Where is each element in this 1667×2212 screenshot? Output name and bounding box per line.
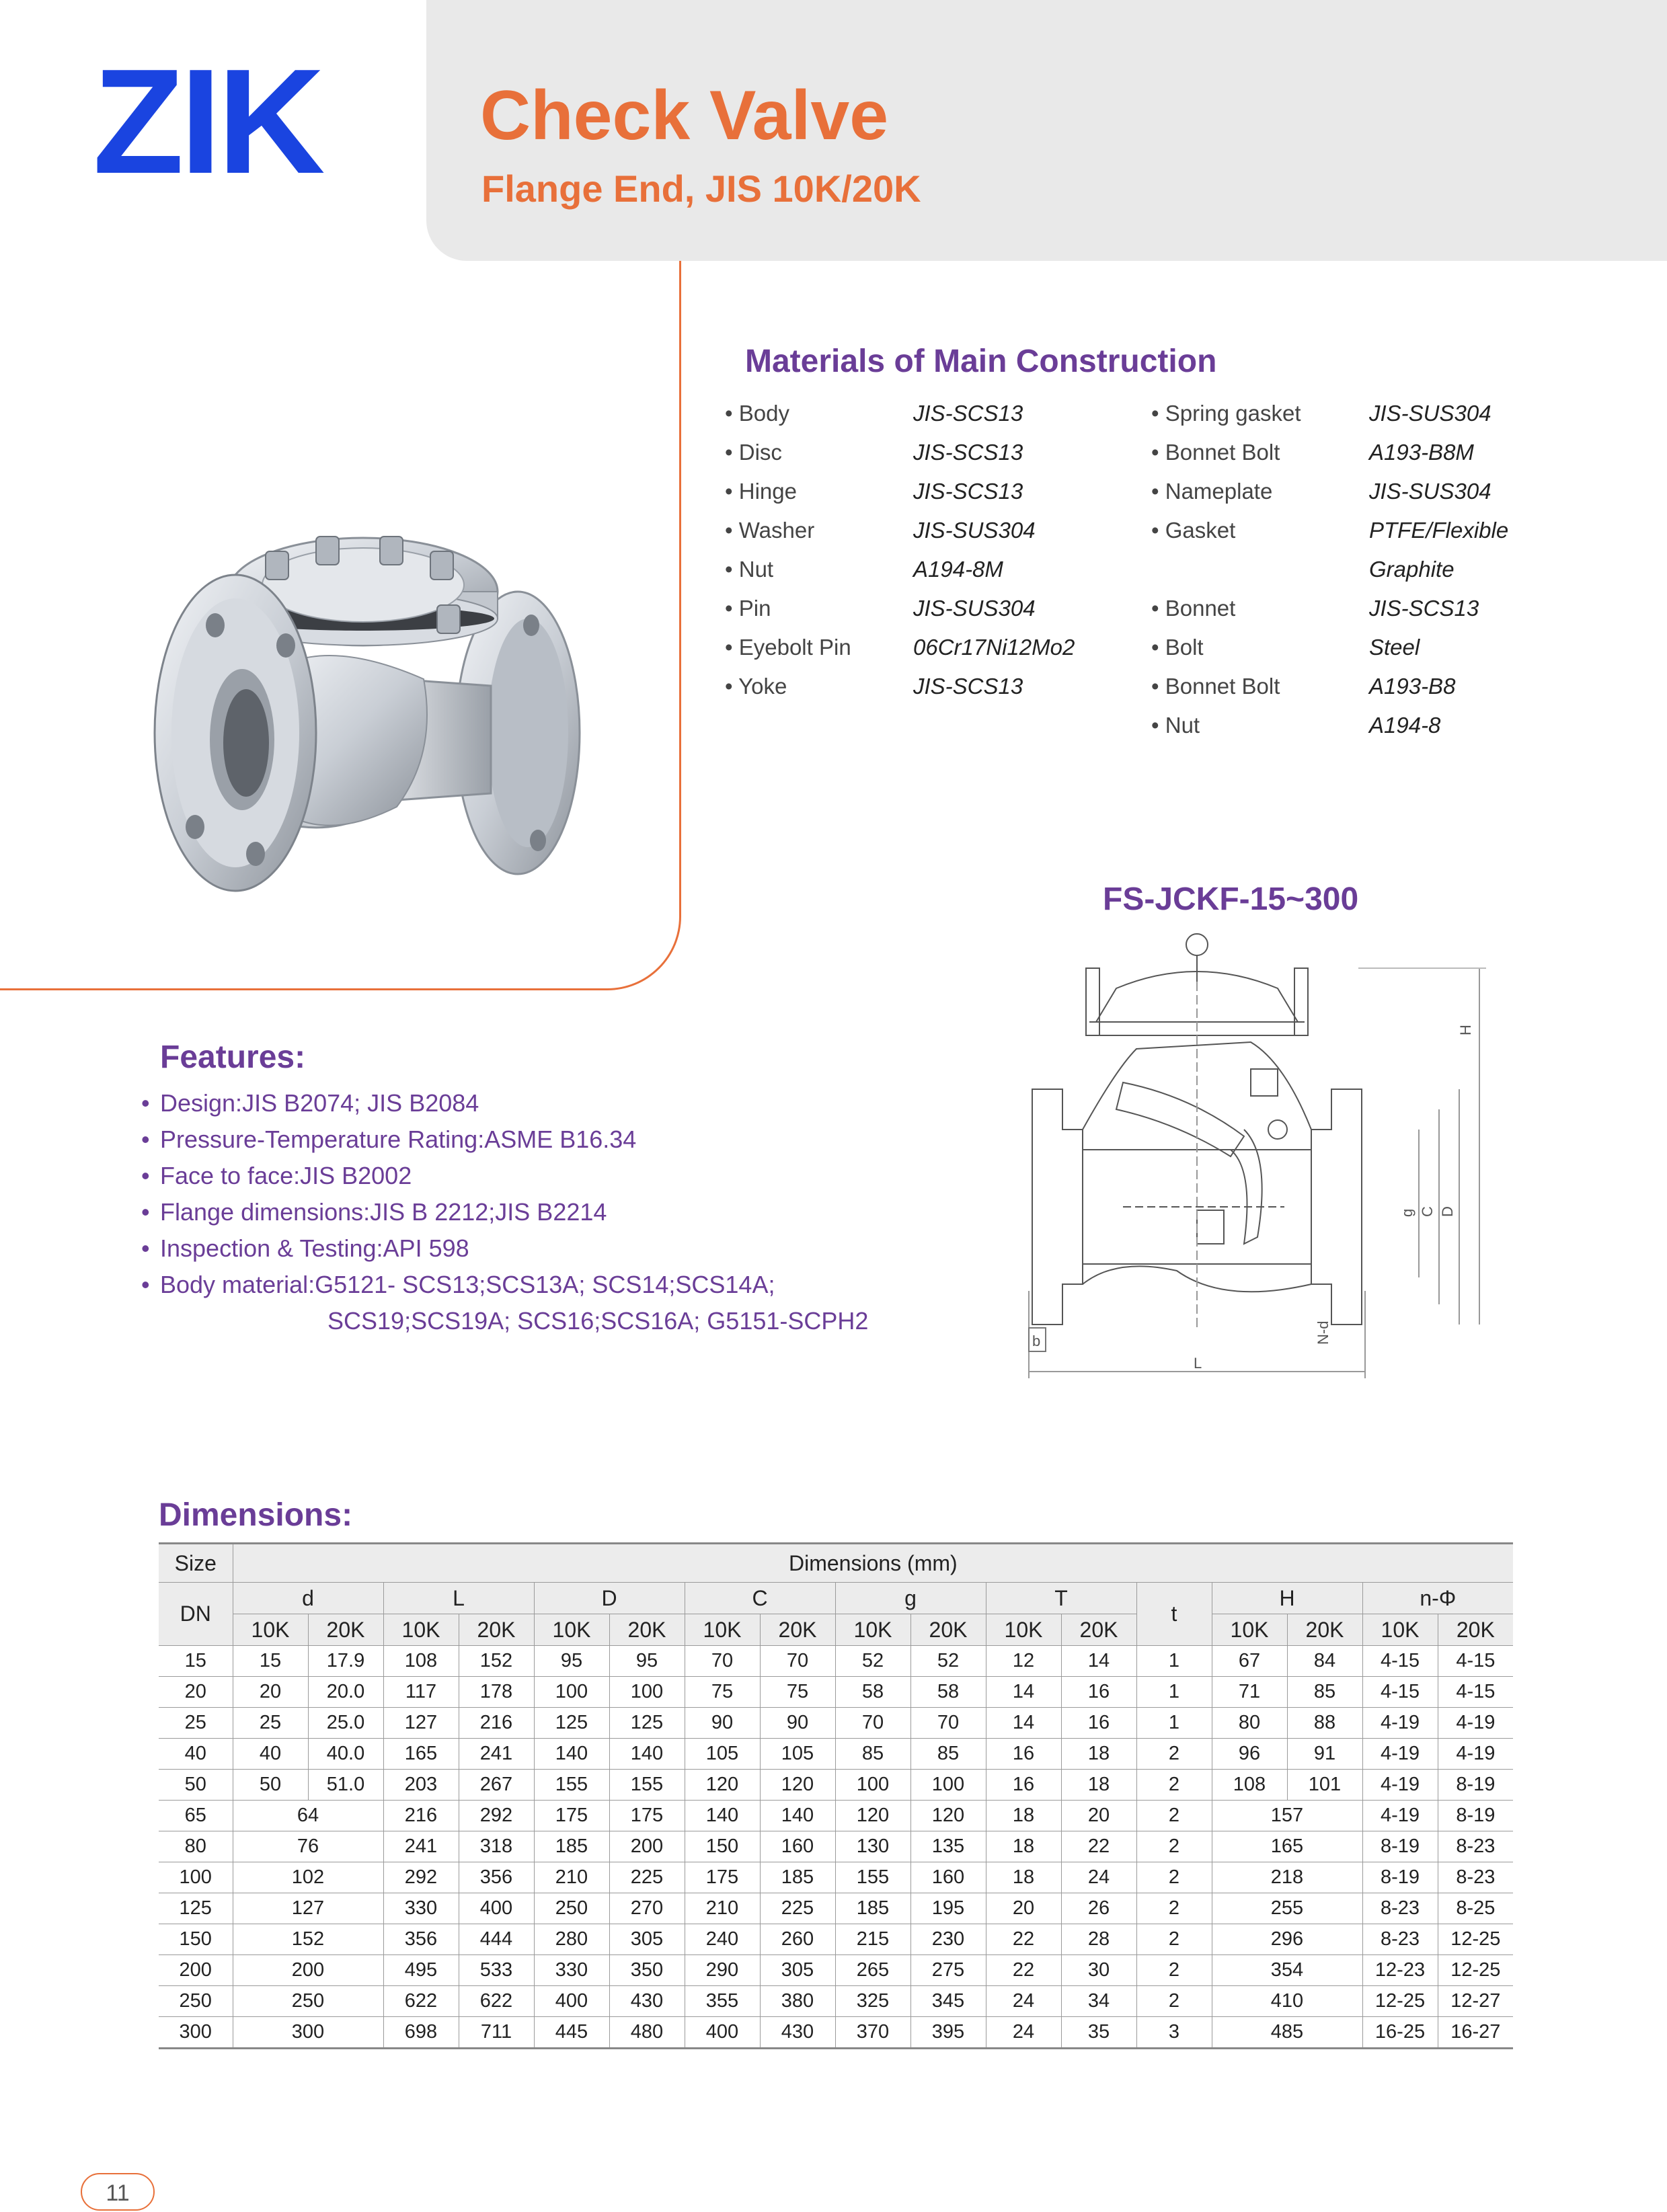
pressure-class-header: 10K [233, 1614, 308, 1646]
table-cell: 108 [383, 1646, 459, 1677]
table-cell: 250 [159, 1986, 233, 2017]
table-cell: 120 [685, 1770, 760, 1801]
table-cell: 3 [1136, 2017, 1212, 2049]
table-cell: 290 [685, 1955, 760, 1986]
table-cell: 52 [835, 1646, 910, 1677]
table-cell: 318 [459, 1831, 534, 1862]
table-cell: 120 [760, 1770, 835, 1801]
table-cell: 18 [986, 1862, 1061, 1893]
table-cell: 400 [534, 1986, 609, 2017]
table-cell: 410 [1212, 1986, 1362, 2017]
table-cell: 75 [685, 1677, 760, 1708]
table-cell: 400 [685, 2017, 760, 2049]
pressure-class-header: 20K [1061, 1614, 1136, 1646]
table-cell: 140 [760, 1801, 835, 1831]
table-cell: 292 [383, 1862, 459, 1893]
table-cell: 25 [233, 1708, 308, 1739]
table-cell: 2 [1136, 1801, 1212, 1831]
col-group-header: n-Φ [1362, 1583, 1513, 1614]
table-cell: 1 [1136, 1708, 1212, 1739]
table-cell: 400 [459, 1893, 534, 1924]
table-cell: 58 [910, 1677, 986, 1708]
table-cell: 2 [1136, 1831, 1212, 1862]
col-group-header: t [1136, 1583, 1212, 1646]
table-cell: 165 [1212, 1831, 1362, 1862]
table-cell: 1 [1136, 1646, 1212, 1677]
table-cell: 12-27 [1438, 1986, 1513, 2017]
valve-section-drawing [1022, 928, 1493, 1385]
table-cell: 70 [835, 1708, 910, 1739]
table-cell: 20 [986, 1893, 1061, 1924]
table-cell: 100 [609, 1677, 685, 1708]
col-group-header: D [534, 1583, 685, 1614]
table-cell: 160 [760, 1831, 835, 1862]
table-cell: 16 [1061, 1677, 1136, 1708]
table-cell: 80 [1212, 1708, 1287, 1739]
table-cell: 8-23 [1438, 1862, 1513, 1893]
table-cell: 85 [1287, 1677, 1362, 1708]
features-heading: Features: [160, 1039, 306, 1075]
table-cell: 20 [159, 1677, 233, 1708]
col-group-header: H [1212, 1583, 1362, 1614]
table-cell: 480 [609, 2017, 685, 2049]
table-cell: 67 [1212, 1646, 1287, 1677]
table-cell: 292 [459, 1801, 534, 1831]
table-cell: 16 [986, 1739, 1061, 1770]
table-cell: 185 [835, 1893, 910, 1924]
table-cell: 175 [534, 1801, 609, 1831]
table-cell: 267 [459, 1770, 534, 1801]
pressure-class-header: 10K [534, 1614, 609, 1646]
table-cell: 4-19 [1362, 1770, 1438, 1801]
table-cell: 355 [685, 1986, 760, 2017]
table-cell: 34 [1061, 1986, 1136, 2017]
table-cell: 8-19 [1362, 1862, 1438, 1893]
table-cell: 40.0 [308, 1739, 383, 1770]
table-cell: 14 [986, 1677, 1061, 1708]
table-cell: 102 [233, 1862, 383, 1893]
table-cell: 2 [1136, 1986, 1212, 2017]
col-group-header: d [233, 1583, 383, 1614]
table-cell: 70 [685, 1646, 760, 1677]
table-cell: 95 [609, 1646, 685, 1677]
table-cell: 240 [685, 1924, 760, 1955]
table-cell: 120 [835, 1801, 910, 1831]
table-cell: 2 [1136, 1862, 1212, 1893]
table-cell: 2 [1136, 1955, 1212, 1986]
table-cell: 88 [1287, 1708, 1362, 1739]
table-cell: 200 [609, 1831, 685, 1862]
table-row [159, 1924, 1513, 1955]
table-cell: 70 [760, 1646, 835, 1677]
table-cell: 265 [835, 1955, 910, 1986]
table-cell: 40 [233, 1739, 308, 1770]
table-cell: 64 [233, 1801, 383, 1831]
size-header: Size [159, 1544, 233, 1583]
table-cell: 12 [986, 1646, 1061, 1677]
table-cell: 18 [1061, 1770, 1136, 1801]
page-number: 11 [81, 2173, 155, 2211]
table-cell: 18 [986, 1831, 1061, 1862]
pressure-class-header: 10K [383, 1614, 459, 1646]
table-cell: 125 [609, 1708, 685, 1739]
table-cell: 91 [1287, 1739, 1362, 1770]
valve-photo [141, 511, 585, 914]
table-cell: 255 [1212, 1893, 1362, 1924]
table-cell: 395 [910, 2017, 986, 2049]
table-cell: 4-15 [1362, 1646, 1438, 1677]
col-group-header: g [835, 1583, 986, 1614]
pressure-class-header: 20K [760, 1614, 835, 1646]
label-L: L [1194, 1355, 1202, 1372]
table-cell: 71 [1212, 1677, 1287, 1708]
table-cell: 4-19 [1362, 1708, 1438, 1739]
table-cell: 140 [685, 1801, 760, 1831]
table-cell: 90 [685, 1708, 760, 1739]
table-cell: 130 [835, 1831, 910, 1862]
table-cell: 58 [835, 1677, 910, 1708]
table-cell: 8-23 [1362, 1924, 1438, 1955]
table-cell: 16-27 [1438, 2017, 1513, 2049]
table-cell: 125 [534, 1708, 609, 1739]
table-cell: 100 [534, 1677, 609, 1708]
page-title: Check Valve [480, 77, 889, 155]
table-cell: 18 [1061, 1739, 1136, 1770]
table-cell: 200 [159, 1955, 233, 1986]
table-cell: 210 [534, 1862, 609, 1893]
table-cell: 250 [534, 1893, 609, 1924]
table-cell: 16 [1061, 1708, 1136, 1739]
table-cell: 105 [760, 1739, 835, 1770]
table-cell: 22 [1061, 1831, 1136, 1862]
table-cell: 20 [233, 1677, 308, 1708]
table-cell: 152 [459, 1646, 534, 1677]
table-row [159, 1677, 1513, 1708]
table-row [159, 1708, 1513, 1739]
dims-header: Dimensions (mm) [233, 1544, 1513, 1583]
table-cell: 495 [383, 1955, 459, 1986]
table-cell: 296 [1212, 1924, 1362, 1955]
table-cell: 370 [835, 2017, 910, 2049]
table-cell: 8-19 [1438, 1770, 1513, 1801]
table-cell: 30 [1061, 1955, 1136, 1986]
table-cell: 241 [383, 1831, 459, 1862]
page-subtitle: Flange End, JIS 10K/20K [481, 167, 921, 210]
table-cell: 300 [233, 2017, 383, 2049]
table-cell: 117 [383, 1677, 459, 1708]
table-cell: 4-15 [1438, 1646, 1513, 1677]
col-group-header: T [986, 1583, 1136, 1614]
table-cell: 150 [685, 1831, 760, 1862]
dimensions-table [159, 1542, 1513, 2049]
table-cell: 165 [383, 1739, 459, 1770]
dimensions-heading: Dimensions: [159, 1497, 353, 1533]
table-cell: 533 [459, 1955, 534, 1986]
table-cell: 127 [233, 1893, 383, 1924]
table-cell: 430 [609, 1986, 685, 2017]
table-cell: 270 [609, 1893, 685, 1924]
table-cell: 305 [760, 1955, 835, 1986]
table-cell: 356 [459, 1862, 534, 1893]
table-cell: 18 [986, 1801, 1061, 1831]
col-group-header: L [383, 1583, 534, 1614]
table-cell: 711 [459, 2017, 534, 2049]
table-cell: 96 [1212, 1739, 1287, 1770]
table-cell: 305 [609, 1924, 685, 1955]
table-cell: 155 [835, 1862, 910, 1893]
table-cell: 4-19 [1362, 1739, 1438, 1770]
table-cell: 1 [1136, 1677, 1212, 1708]
table-cell: 325 [835, 1986, 910, 2017]
table-cell: 241 [459, 1739, 534, 1770]
table-cell: 330 [534, 1955, 609, 1986]
pressure-class-header: 20K [308, 1614, 383, 1646]
table-cell: 150 [159, 1924, 233, 1955]
table-cell: 4-19 [1438, 1708, 1513, 1739]
table-cell: 2 [1136, 1770, 1212, 1801]
table-cell: 445 [534, 2017, 609, 2049]
label-D: D [1439, 1206, 1456, 1217]
table-cell: 120 [910, 1801, 986, 1831]
table-cell: 330 [383, 1893, 459, 1924]
label-g: g [1399, 1208, 1416, 1217]
table-cell: 140 [534, 1739, 609, 1770]
table-cell: 155 [534, 1770, 609, 1801]
table-cell: 2 [1136, 1739, 1212, 1770]
table-row [159, 1831, 1513, 1862]
pressure-class-header: 20K [609, 1614, 685, 1646]
table-cell: 300 [159, 2017, 233, 2049]
table-cell: 76 [233, 1831, 383, 1862]
table-cell: 2 [1136, 1893, 1212, 1924]
table-cell: 12-23 [1362, 1955, 1438, 1986]
table-row [159, 1955, 1513, 1986]
table-cell: 698 [383, 2017, 459, 2049]
table-cell: 485 [1212, 2017, 1362, 2049]
table-cell: 28 [1061, 1924, 1136, 1955]
table-cell: 345 [910, 1986, 986, 2017]
table-cell: 152 [233, 1924, 383, 1955]
table-cell: 51.0 [308, 1770, 383, 1801]
table-cell: 70 [910, 1708, 986, 1739]
table-cell: 260 [760, 1924, 835, 1955]
table-cell: 65 [159, 1801, 233, 1831]
table-cell: 8-23 [1438, 1831, 1513, 1862]
table-cell: 215 [835, 1924, 910, 1955]
table-cell: 4-15 [1438, 1677, 1513, 1708]
table-cell: 22 [986, 1924, 1061, 1955]
table-cell: 4-15 [1362, 1677, 1438, 1708]
table-cell: 356 [383, 1924, 459, 1955]
table-cell: 12-25 [1362, 1986, 1438, 2017]
dn-header: DN [159, 1583, 233, 1646]
table-row [159, 1646, 1513, 1677]
label-H: H [1457, 1025, 1474, 1035]
table-cell: 218 [1212, 1862, 1362, 1893]
table-cell: 350 [609, 1955, 685, 1986]
table-row [159, 2017, 1513, 2049]
table-cell: 75 [760, 1677, 835, 1708]
table-cell: 15 [159, 1646, 233, 1677]
table-cell: 2 [1136, 1924, 1212, 1955]
table-cell: 4-19 [1362, 1801, 1438, 1831]
table-cell: 622 [459, 1986, 534, 2017]
table-cell: 24 [986, 1986, 1061, 2017]
table-row [159, 1893, 1513, 1924]
table-cell: 230 [910, 1924, 986, 1955]
table-cell: 140 [609, 1739, 685, 1770]
table-cell: 24 [986, 2017, 1061, 2049]
table-cell: 101 [1287, 1770, 1362, 1801]
table-cell: 250 [233, 1986, 383, 2017]
table-cell: 8-19 [1362, 1831, 1438, 1862]
pressure-class-header: 10K [1212, 1614, 1287, 1646]
table-cell: 100 [159, 1862, 233, 1893]
table-cell: 90 [760, 1708, 835, 1739]
table-cell: 275 [910, 1955, 986, 1986]
table-cell: 100 [910, 1770, 986, 1801]
table-row [159, 1801, 1513, 1831]
table-cell: 17.9 [308, 1646, 383, 1677]
table-cell: 178 [459, 1677, 534, 1708]
table-cell: 160 [910, 1862, 986, 1893]
table-cell: 125 [159, 1893, 233, 1924]
table-cell: 8-25 [1438, 1893, 1513, 1924]
table-row [159, 1770, 1513, 1801]
table-cell: 52 [910, 1646, 986, 1677]
table-cell: 4-19 [1438, 1739, 1513, 1770]
table-cell: 155 [609, 1770, 685, 1801]
table-cell: 14 [986, 1708, 1061, 1739]
table-cell: 8-23 [1362, 1893, 1438, 1924]
table-cell: 380 [760, 1986, 835, 2017]
table-cell: 40 [159, 1739, 233, 1770]
pressure-class-header: 20K [459, 1614, 534, 1646]
pressure-class-header: 20K [1287, 1614, 1362, 1646]
table-cell: 100 [835, 1770, 910, 1801]
table-cell: 200 [233, 1955, 383, 1986]
table-cell: 24 [1061, 1862, 1136, 1893]
table-cell: 8-19 [1438, 1801, 1513, 1831]
pressure-class-header: 20K [910, 1614, 986, 1646]
table-cell: 95 [534, 1646, 609, 1677]
table-cell: 50 [159, 1770, 233, 1801]
table-cell: 185 [760, 1862, 835, 1893]
table-cell: 225 [609, 1862, 685, 1893]
label-nd: N-d [1315, 1320, 1331, 1345]
table-cell: 14 [1061, 1646, 1136, 1677]
table-cell: 185 [534, 1831, 609, 1862]
table-cell: 203 [383, 1770, 459, 1801]
table-cell: 35 [1061, 2017, 1136, 2049]
brand-logo: ZIK [93, 38, 321, 205]
table-row [159, 1986, 1513, 2017]
materials-heading: Materials of Main Construction [745, 344, 1217, 379]
table-cell: 216 [459, 1708, 534, 1739]
table-cell: 444 [459, 1924, 534, 1955]
table-cell: 216 [383, 1801, 459, 1831]
table-cell: 127 [383, 1708, 459, 1739]
pressure-class-header: 10K [1362, 1614, 1438, 1646]
table-cell: 175 [685, 1862, 760, 1893]
table-cell: 210 [685, 1893, 760, 1924]
table-cell: 12-25 [1438, 1924, 1513, 1955]
table-cell: 225 [760, 1893, 835, 1924]
table-cell: 622 [383, 1986, 459, 2017]
table-cell: 16 [986, 1770, 1061, 1801]
table-cell: 15 [233, 1646, 308, 1677]
table-cell: 85 [910, 1739, 986, 1770]
pressure-class-header: 10K [986, 1614, 1061, 1646]
label-C: C [1419, 1206, 1436, 1217]
model-number: FS-JCKF-15~300 [1103, 881, 1359, 917]
table-cell: 12-25 [1438, 1955, 1513, 1986]
pressure-class-header: 10K [835, 1614, 910, 1646]
table-cell: 280 [534, 1924, 609, 1955]
table-cell: 84 [1287, 1646, 1362, 1677]
table-cell: 354 [1212, 1955, 1362, 1986]
table-cell: 20 [1061, 1801, 1136, 1831]
table-cell: 26 [1061, 1893, 1136, 1924]
table-cell: 430 [760, 2017, 835, 2049]
table-cell: 25.0 [308, 1708, 383, 1739]
table-row [159, 1739, 1513, 1770]
table-cell: 16-25 [1362, 2017, 1438, 2049]
table-cell: 22 [986, 1955, 1061, 1986]
table-cell: 108 [1212, 1770, 1287, 1801]
table-cell: 80 [159, 1831, 233, 1862]
table-cell: 135 [910, 1831, 986, 1862]
table-cell: 105 [685, 1739, 760, 1770]
pressure-class-header: 10K [685, 1614, 760, 1646]
table-cell: 25 [159, 1708, 233, 1739]
pressure-class-header: 20K [1438, 1614, 1513, 1646]
table-cell: 85 [835, 1739, 910, 1770]
table-cell: 157 [1212, 1801, 1362, 1831]
col-group-header: C [685, 1583, 835, 1614]
table-cell: 175 [609, 1801, 685, 1831]
table-cell: 50 [233, 1770, 308, 1801]
table-cell: 195 [910, 1893, 986, 1924]
table-cell: 20.0 [308, 1677, 383, 1708]
table-row [159, 1862, 1513, 1893]
label-b: b [1032, 1333, 1041, 1349]
